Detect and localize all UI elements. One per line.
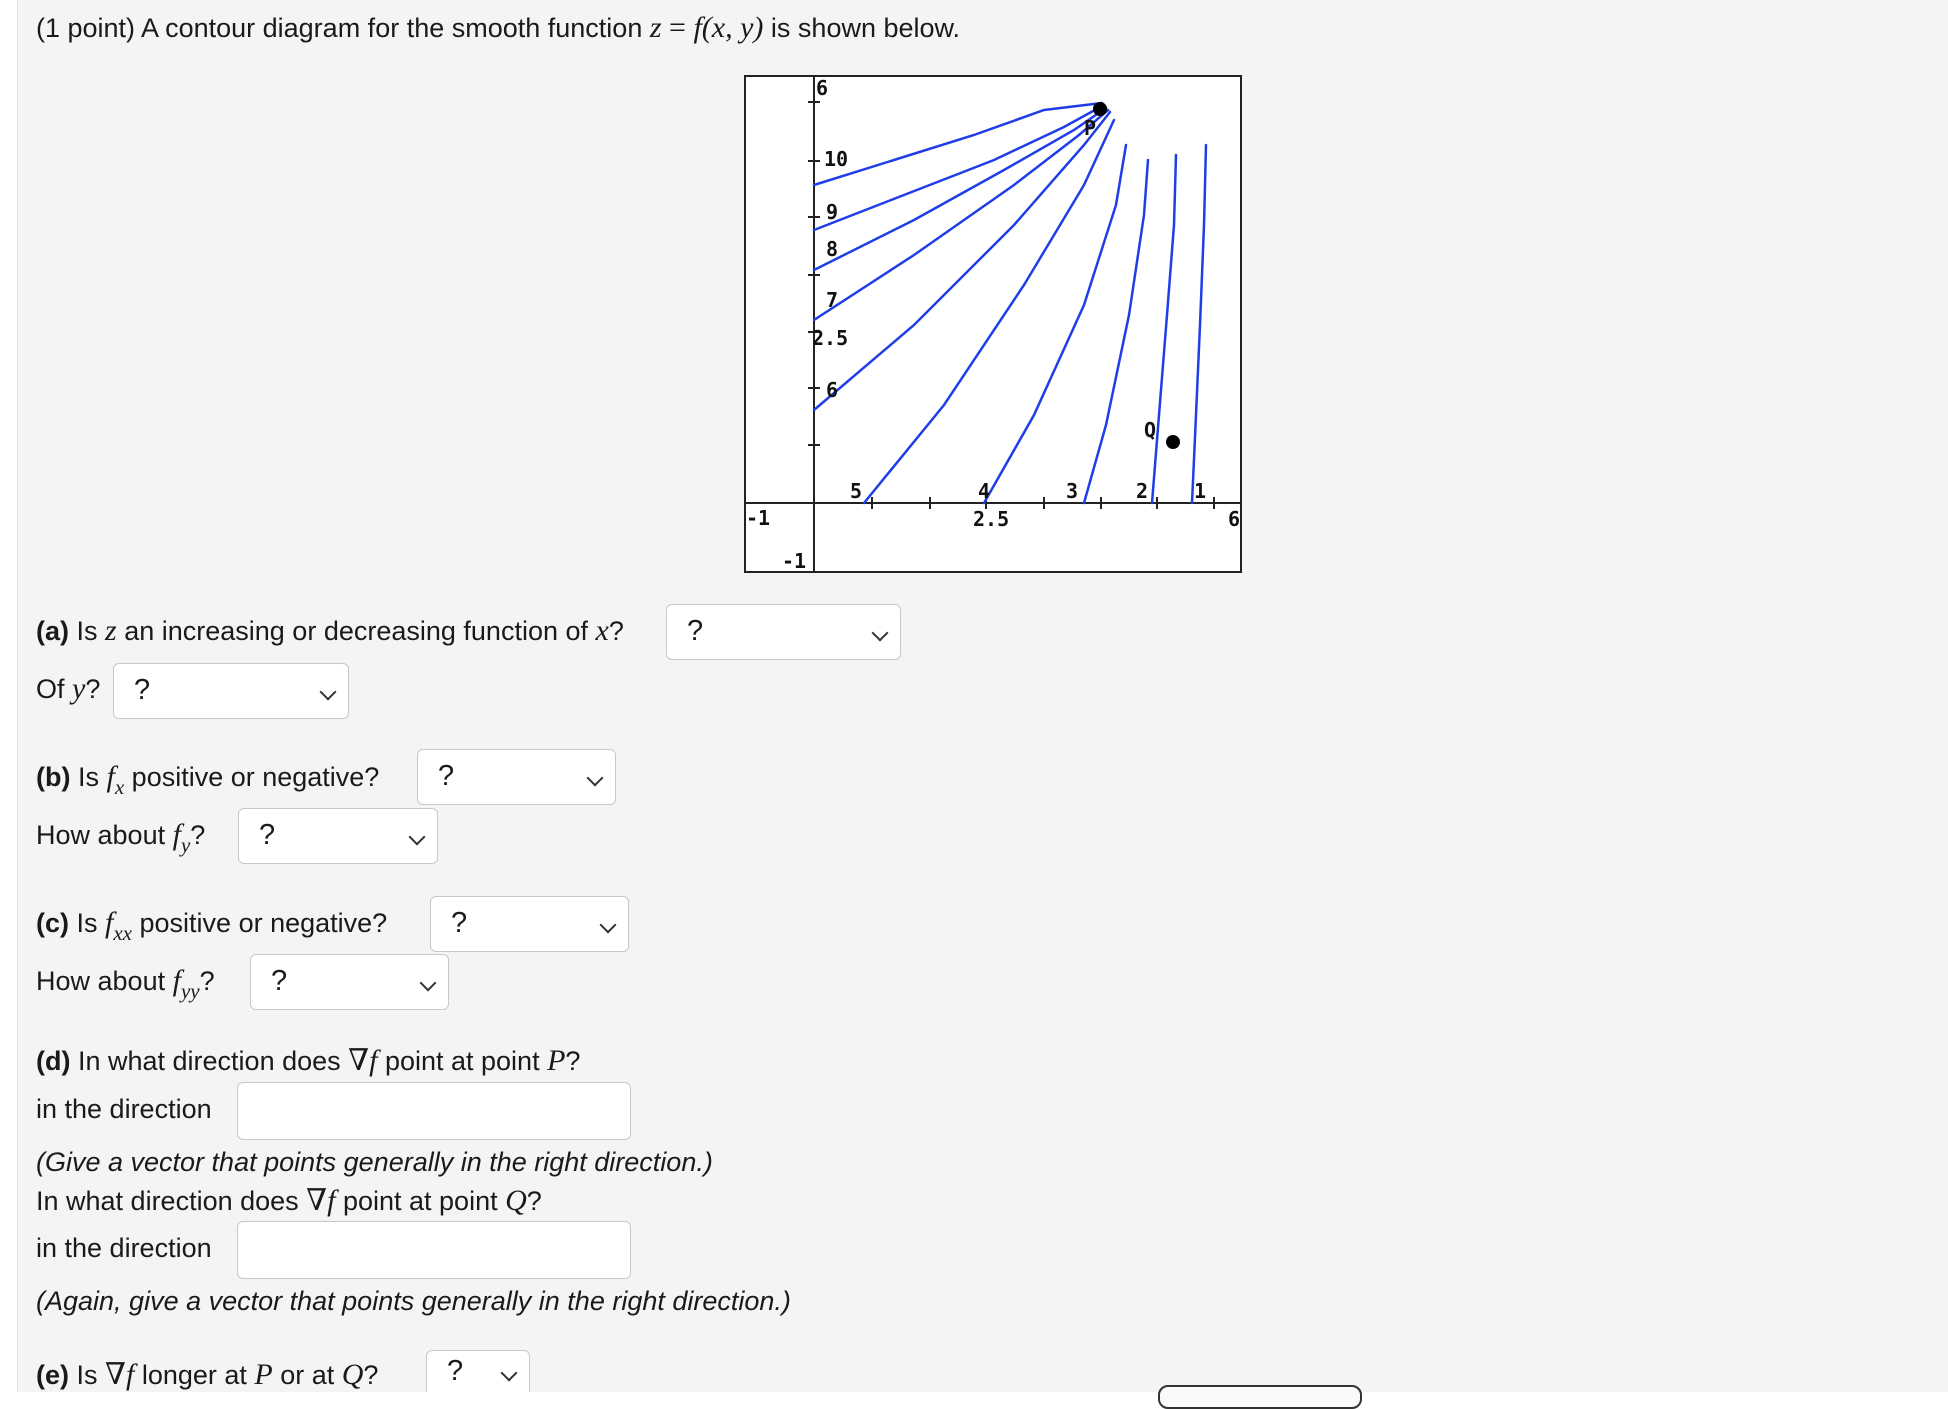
point-p-label: P: [1084, 116, 1097, 140]
part-d-tag: (d): [36, 1046, 71, 1076]
part-a-y-select[interactable]: [113, 663, 349, 719]
part-b-tag: (b): [36, 762, 71, 792]
part-d-direction-label-2: in the direction: [36, 1233, 212, 1263]
part-c-howabout: How about: [36, 966, 173, 996]
part-c-line1: [36, 906, 388, 945]
intro-text: [36, 11, 960, 45]
contour-label-5: 5: [850, 479, 863, 503]
point-q: Q: [505, 1184, 527, 1217]
chevron-down-icon: [320, 684, 337, 701]
x-right-label: 6: [1228, 507, 1241, 531]
point-p: P: [547, 1044, 566, 1077]
question-mark: ?: [565, 1046, 581, 1076]
part-a-line1: [36, 614, 624, 648]
chevron-down-icon: [872, 625, 889, 642]
contour-label-4: 4: [978, 479, 991, 503]
chevron-down-icon: [600, 917, 617, 934]
select-value: ?: [687, 615, 704, 647]
contour-label-1: 1: [1194, 479, 1207, 503]
part-b-fy-select[interactable]: [238, 808, 438, 864]
part-e-text2: longer at: [134, 1360, 255, 1390]
question-mark: ?: [363, 1360, 379, 1390]
contour-label-9: 9: [826, 200, 839, 224]
var-f: f: [693, 11, 702, 44]
part-d-text: In what direction does: [70, 1046, 349, 1076]
question-mark: ?: [199, 966, 215, 996]
var-f: f: [327, 1184, 336, 1217]
part-d-text3: In what direction does: [36, 1186, 307, 1216]
y-top-label: 6: [816, 76, 829, 100]
part-d-p-direction-input[interactable]: [237, 1082, 631, 1140]
part-d-text4: point at point: [335, 1186, 506, 1216]
var-f: f: [106, 760, 115, 793]
part-d-text2: point at point: [377, 1046, 548, 1076]
equals-sign: =: [661, 11, 694, 44]
chevron-down-icon: [587, 770, 604, 787]
var-f: f: [172, 818, 181, 851]
var-f: f: [369, 1044, 378, 1077]
part-b-text2: positive or negative?: [124, 762, 380, 792]
part-d-direction-label-1: in the direction: [36, 1094, 212, 1124]
part-a-text: Is: [69, 616, 106, 646]
x-left-label: -1: [746, 506, 771, 530]
contour-label-7: 7: [826, 288, 839, 312]
part-e-or-at: or at: [272, 1360, 342, 1390]
question-mark: ?: [526, 1186, 542, 1216]
point-q: Q: [341, 1358, 364, 1391]
part-e-line1: [36, 1358, 378, 1392]
contour-label-3: 3: [1066, 479, 1079, 503]
intro-prefix: (1 point) A contour diagram for the smooth function: [36, 13, 650, 43]
subscript-y: y: [180, 833, 191, 857]
nabla-symbol: ∇: [348, 1044, 370, 1077]
part-b-fx-select[interactable]: [417, 749, 616, 805]
contour-label-6: 6: [826, 378, 839, 402]
chevron-down-icon: [501, 1365, 518, 1382]
part-d-hint-2: (Again, give a vector that points generally in the right direction.): [36, 1286, 791, 1316]
part-a-text2: an increasing or decreasing function of: [116, 616, 596, 646]
subscript-yy: yy: [180, 979, 200, 1003]
select-value: ?: [447, 1355, 464, 1387]
chevron-down-icon: [420, 975, 437, 992]
x-mid-label: 2.5: [973, 507, 1010, 531]
contour-label-2: 2: [1136, 479, 1149, 503]
part-d-line3: [36, 1184, 542, 1218]
select-value: ?: [134, 674, 151, 706]
part-a-line2: [36, 672, 100, 706]
point-q-marker: [1166, 435, 1180, 449]
part-c-text2: positive or negative?: [132, 908, 388, 938]
part-d-q-direction-input[interactable]: [237, 1221, 631, 1279]
part-a-of-text: Of: [36, 674, 73, 704]
subscript-xx: xx: [113, 921, 133, 945]
contour-label-10: 10: [824, 147, 849, 171]
part-b-line2: [36, 818, 206, 857]
part-b-text: Is: [70, 762, 107, 792]
var-f: f: [105, 906, 114, 939]
part-c-tag: (c): [36, 908, 69, 938]
part-c-fyy-select[interactable]: [250, 954, 449, 1010]
nabla-symbol: ∇: [306, 1184, 328, 1217]
chevron-down-icon: [409, 829, 426, 846]
contour-label-8: 8: [826, 237, 839, 261]
point-q-label: Q: [1144, 418, 1157, 442]
y-mid-label: 2.5: [812, 326, 849, 350]
part-e-select[interactable]: [426, 1350, 530, 1392]
subscript-x: x: [114, 775, 125, 799]
select-value: ?: [271, 965, 288, 997]
var-x: x: [595, 614, 609, 647]
var-z: z: [105, 614, 117, 647]
submit-button-edge[interactable]: [1158, 1385, 1362, 1409]
select-value: ?: [259, 819, 276, 851]
part-a-x-select[interactable]: [666, 604, 901, 660]
part-e-tag: (e): [36, 1360, 69, 1390]
select-value: ?: [451, 907, 468, 939]
point-p-marker: [1093, 102, 1107, 116]
part-e-text: Is: [69, 1360, 106, 1390]
contour-plot: [744, 75, 1242, 573]
question-mark: ?: [85, 674, 101, 704]
part-d-line1: [36, 1044, 580, 1078]
var-y: y: [72, 672, 86, 705]
var-f: f: [172, 964, 181, 997]
contour-svg: [744, 75, 1242, 573]
point-p: P: [254, 1358, 273, 1391]
question-mark: ?: [608, 616, 624, 646]
y-bottom-label: -1: [782, 549, 807, 573]
function-args: (x, y): [701, 11, 764, 44]
var-z: z: [649, 11, 662, 44]
intro-suffix: is shown below.: [763, 13, 961, 43]
part-a-tag: (a): [36, 616, 69, 646]
part-c-text: Is: [69, 908, 106, 938]
part-b-howabout: How about: [36, 820, 173, 850]
part-c-fxx-select[interactable]: [430, 896, 629, 952]
nabla-symbol: ∇: [105, 1358, 126, 1391]
var-f: f: [125, 1358, 135, 1391]
part-b-line1: [36, 760, 380, 799]
select-value: ?: [438, 760, 455, 792]
part-d-hint-1: (Give a vector that points generally in the right direction.): [36, 1147, 713, 1177]
question-mark: ?: [190, 820, 206, 850]
part-c-line2: [36, 964, 215, 1003]
